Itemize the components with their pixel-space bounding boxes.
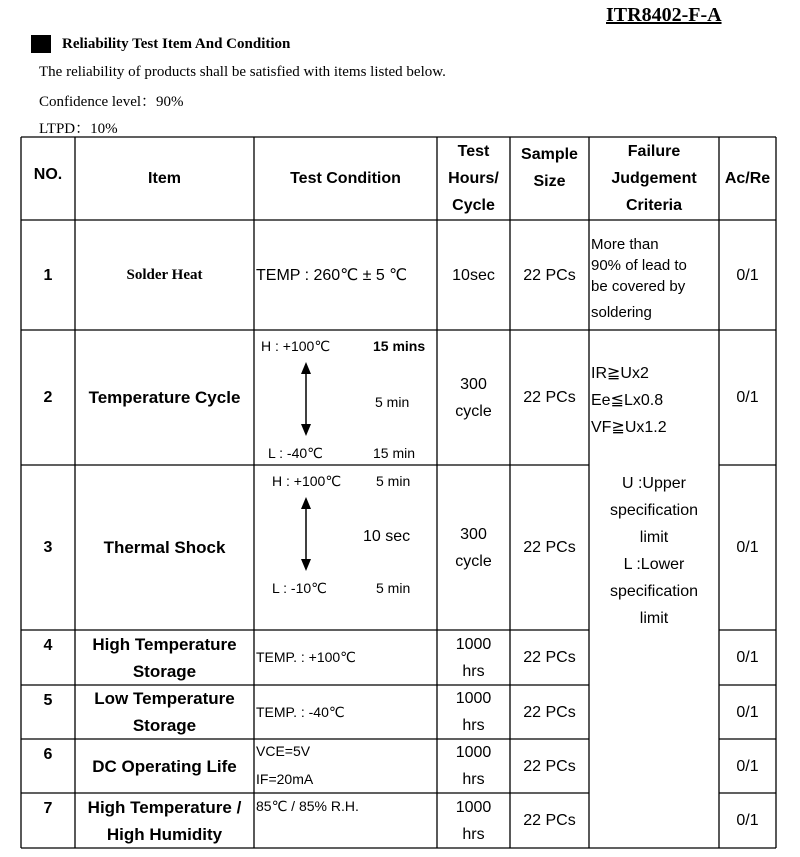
failure-electrical-criteria: IR≧Ux2 Ee≦Lx0.8 VF≧Ux1.2 bbox=[591, 365, 667, 436]
row3-low-time: 5 min bbox=[376, 580, 411, 596]
arrow-up-icon bbox=[301, 362, 311, 374]
row1-no: 1 bbox=[43, 266, 53, 284]
row4-sample: 22 PCs bbox=[523, 649, 576, 666]
intro-text: The reliability of products shall be satisfied with items listed below. bbox=[39, 64, 446, 80]
row4-no: 4 bbox=[43, 636, 53, 654]
row4-acre: 0/1 bbox=[736, 649, 759, 666]
ltpd: LTPD：10% bbox=[39, 121, 118, 137]
row1-condition: TEMP : 260℃ ± 5 ℃ bbox=[256, 266, 408, 284]
row7-acre: 0/1 bbox=[736, 812, 759, 829]
row1-sample: 22 PCs bbox=[523, 266, 576, 284]
row7-condition: 85℃ / 85% R.H. bbox=[256, 798, 359, 814]
arrow-down-icon bbox=[301, 424, 311, 436]
row6-item: DC Operating Life bbox=[92, 756, 237, 776]
row7-no: 7 bbox=[43, 799, 53, 817]
row3-hours: 300 cycle bbox=[455, 525, 492, 570]
row5-sample: 22 PCs bbox=[523, 703, 576, 721]
row2-high: H : +100℃ bbox=[261, 338, 331, 354]
row6-condition-vce: VCE=5V bbox=[256, 743, 311, 759]
row1-hours: 10sec bbox=[452, 266, 495, 284]
row3-mid-time: 10 sec bbox=[363, 528, 411, 545]
row3-acre: 0/1 bbox=[736, 539, 759, 556]
header-item: Item bbox=[148, 170, 181, 187]
row2-no: 2 bbox=[43, 389, 53, 406]
header-hours: Test Hours/ Cycle bbox=[448, 143, 499, 214]
failure-lead-criteria: More than 90% of lead to be covered by soldering bbox=[591, 236, 687, 321]
header-no: NO. bbox=[33, 166, 63, 183]
arrow-down-icon bbox=[301, 559, 311, 571]
row5-acre: 0/1 bbox=[736, 703, 759, 721]
row7-sample: 22 PCs bbox=[523, 812, 576, 829]
row5-hours: 1000 hrs bbox=[455, 690, 492, 734]
row4-hours: 1000 hrs bbox=[455, 635, 492, 680]
row5-item: Low Temperature Storage bbox=[94, 689, 235, 735]
row2-hours: 300 cycle bbox=[455, 375, 492, 420]
row5-condition: TEMP. : -40℃ bbox=[256, 703, 345, 720]
row6-condition-if: IF=20mA bbox=[256, 771, 314, 787]
header-condition: Test Condition bbox=[290, 170, 401, 187]
row6-sample: 22 PCs bbox=[523, 757, 576, 775]
row2-sample: 22 PCs bbox=[523, 389, 576, 406]
header-acre: Ac/Re bbox=[724, 170, 771, 187]
header-sample: Sample Size bbox=[521, 146, 578, 190]
failure-notes: U :Upper specification limit L :Lower specification limit bbox=[609, 475, 699, 627]
row3-low: L : -10℃ bbox=[272, 580, 327, 596]
row7-item: High Temperature / High Humidity bbox=[87, 797, 242, 844]
row2-low-time: 15 min bbox=[373, 445, 416, 461]
row6-no: 6 bbox=[43, 745, 53, 763]
header-failure: Failure Judgement Criteria bbox=[611, 143, 697, 214]
row6-hours: 1000 hrs bbox=[455, 744, 492, 788]
section-title: Reliability Test Item And Condition bbox=[62, 35, 291, 52]
row3-no: 3 bbox=[43, 539, 53, 556]
row2-low: L : -40℃ bbox=[268, 445, 323, 461]
document-id: ITR8402-F-A bbox=[606, 4, 722, 26]
confidence-level: Confidence level：90% bbox=[39, 94, 184, 110]
row4-item: High Temperature Storage bbox=[92, 634, 237, 681]
row2-mid-time: 5 min bbox=[375, 394, 410, 410]
row3-high: H : +100℃ bbox=[272, 473, 342, 489]
row1-item: Solder Heat bbox=[126, 266, 203, 283]
arrow-up-icon bbox=[301, 497, 311, 509]
row1-acre: 0/1 bbox=[736, 266, 759, 284]
row6-acre: 0/1 bbox=[736, 757, 759, 775]
row2-item: Temperature Cycle bbox=[88, 388, 241, 407]
row2-high-time: 15 mins bbox=[373, 338, 426, 354]
row5-no: 5 bbox=[43, 691, 53, 709]
row3-item: Thermal Shock bbox=[103, 538, 226, 557]
row3-sample: 22 PCs bbox=[523, 539, 576, 556]
row7-hours: 1000 hrs bbox=[455, 798, 492, 843]
row3-high-time: 5 min bbox=[376, 473, 411, 489]
row2-acre: 0/1 bbox=[736, 389, 759, 406]
row4-condition: TEMP. : +100℃ bbox=[256, 649, 356, 665]
